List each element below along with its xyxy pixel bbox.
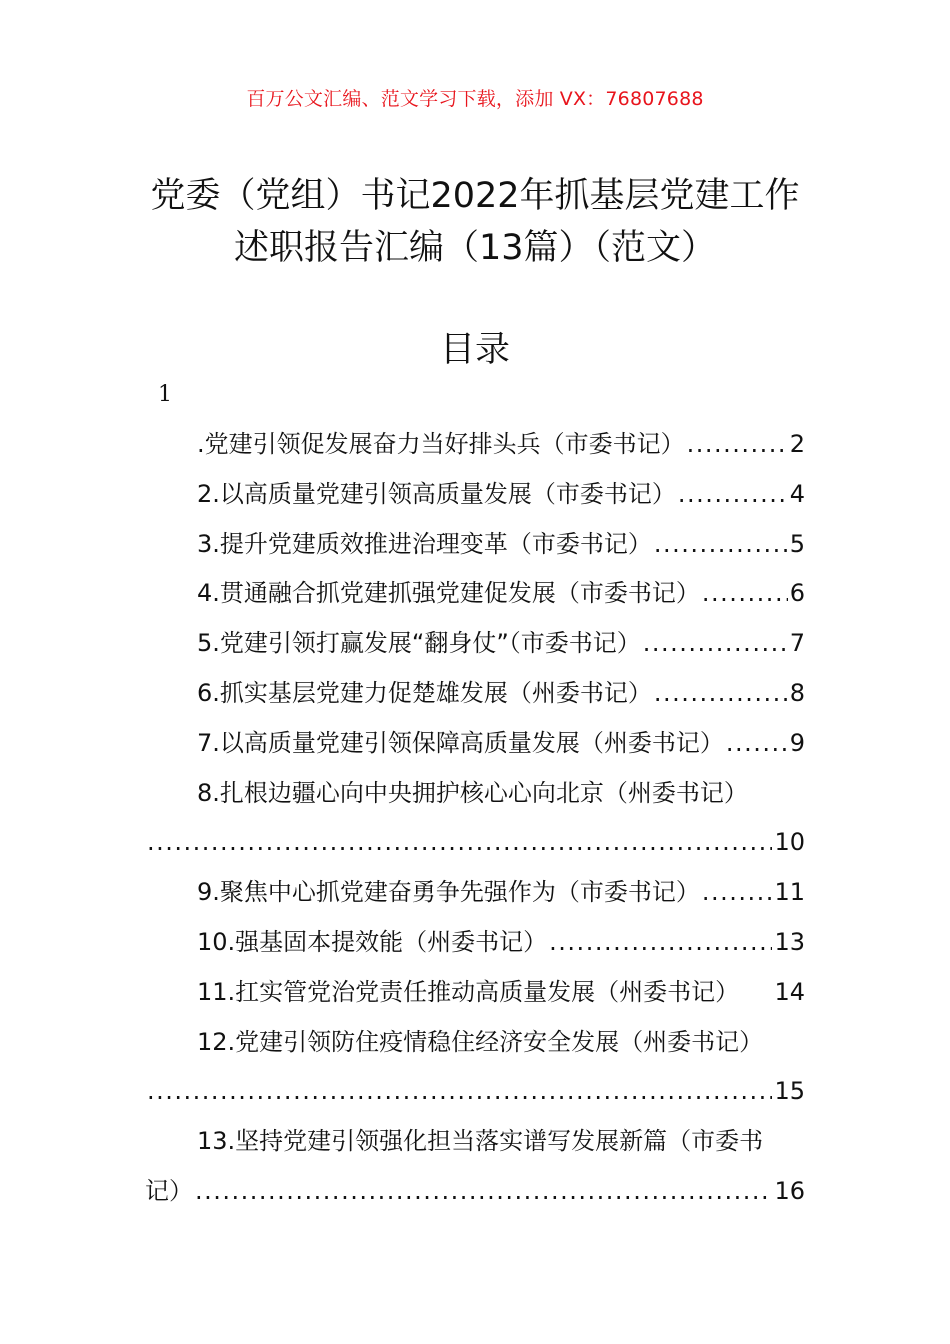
title-line-1: 党委（党组）书记2022年抓基层党建工作	[150, 176, 800, 216]
toc-entry-3[interactable]	[145, 520, 805, 570]
header-contact-note: 百万公文汇编、范文学习下载，添加 VX：76807688	[246, 88, 704, 110]
toc-entry-4[interactable]	[145, 569, 805, 619]
toc-entry-label: .党建引领促发展奋力当好排头兵（市委书记）	[197, 430, 685, 458]
toc-entry-label: 12.党建引领防住疫情稳住经济安全发展（州委书记）	[197, 1027, 764, 1056]
toc-entry-label: 11.扛实管党治党责任推动高质量发展（州委书记）	[197, 977, 740, 1006]
toc-leader-dots	[147, 1067, 772, 1117]
toc-leader-dots	[702, 569, 788, 619]
toc-entry-6[interactable]	[145, 669, 805, 719]
toc-entry-label: 4.贯通融合抓党建抓强党建促发展（市委书记）	[197, 579, 700, 608]
toc-entry-2[interactable]	[145, 470, 805, 520]
toc-entry-page: 6	[789, 579, 805, 608]
toc-entry-page: 2	[789, 430, 805, 458]
toc-entry-page: 11	[774, 878, 805, 907]
toc-entry-page: 8	[789, 678, 805, 707]
toc-entry-page: 15	[774, 1077, 805, 1106]
toc-entry-page: 4	[789, 479, 805, 508]
page-marker: 1	[158, 382, 172, 407]
toc-leader-dots	[654, 520, 788, 570]
toc-entry-label: 7.以高质量党建引领保障高质量发展（州委书记）	[197, 728, 724, 757]
toc-entry-5[interactable]	[145, 619, 805, 669]
toc-leader-dots	[643, 619, 788, 669]
toc-entry-label: 9.聚焦中心抓党建奋勇争先强作为（市委书记）	[197, 878, 700, 907]
toc-leader-dots	[678, 470, 788, 520]
toc-entry-label: 10.强基固本提效能（州委书记）	[197, 927, 548, 956]
toc-entry-13-line-2[interactable]	[145, 1167, 805, 1217]
toc-entry-1[interactable]	[145, 420, 805, 470]
toc-entry-10[interactable]	[145, 918, 805, 968]
toc-entry-11[interactable]	[145, 968, 805, 1018]
toc-leader-dots	[195, 1167, 772, 1217]
toc-entry-label: 6.抓实基层党建力促楚雄发展（州委书记）	[197, 678, 652, 707]
toc-leader-dots	[147, 818, 772, 868]
toc-heading: 目录	[439, 330, 510, 370]
toc-entry-label: 13.坚持党建引领强化担当落实谱写发展新篇（市委书	[197, 1127, 764, 1156]
toc-leader-dots	[687, 420, 788, 470]
toc-entry-page: 9	[789, 728, 805, 757]
toc-entry-12-line-1[interactable]	[145, 1018, 805, 1068]
toc-entry-label: 8.扎根边疆心向中央拥护核心心向北京（州委书记）	[197, 778, 748, 807]
toc-entry-page: 14	[774, 977, 805, 1006]
toc-entry-page: 7	[789, 629, 805, 658]
toc-leader-dots	[702, 868, 773, 918]
toc-entry-8-line-1[interactable]	[145, 769, 805, 819]
toc-entry-page: 5	[789, 529, 805, 558]
toc-entry-7[interactable]	[145, 719, 805, 769]
toc-entry-page: 10	[774, 828, 805, 857]
toc-entry-9[interactable]	[145, 868, 805, 918]
toc-entry-label-continued: 记）	[145, 1176, 193, 1205]
toc-entry-page: 13	[774, 927, 805, 956]
toc-entry-13-line-1[interactable]	[145, 1117, 805, 1167]
table-of-contents	[145, 420, 805, 1217]
toc-entry-label: 3.提升党建质效推进治理变革（市委书记）	[197, 529, 652, 558]
toc-entry-8-line-2[interactable]	[145, 818, 805, 868]
toc-entry-label: 2.以高质量党建引领高质量发展（市委书记）	[197, 479, 676, 508]
toc-leader-dots	[726, 719, 788, 769]
toc-entry-label: 5.党建引领打赢发展“翻身仗”（市委书记）	[197, 629, 641, 658]
title-line-2: 述职报告汇编（13篇）（范文）	[233, 228, 717, 268]
toc-leader-dots	[654, 669, 788, 719]
document-title	[120, 170, 830, 274]
toc-entry-12-line-2[interactable]	[145, 1067, 805, 1117]
toc-leader-dots	[549, 918, 772, 968]
toc-entry-page: 16	[774, 1176, 805, 1205]
